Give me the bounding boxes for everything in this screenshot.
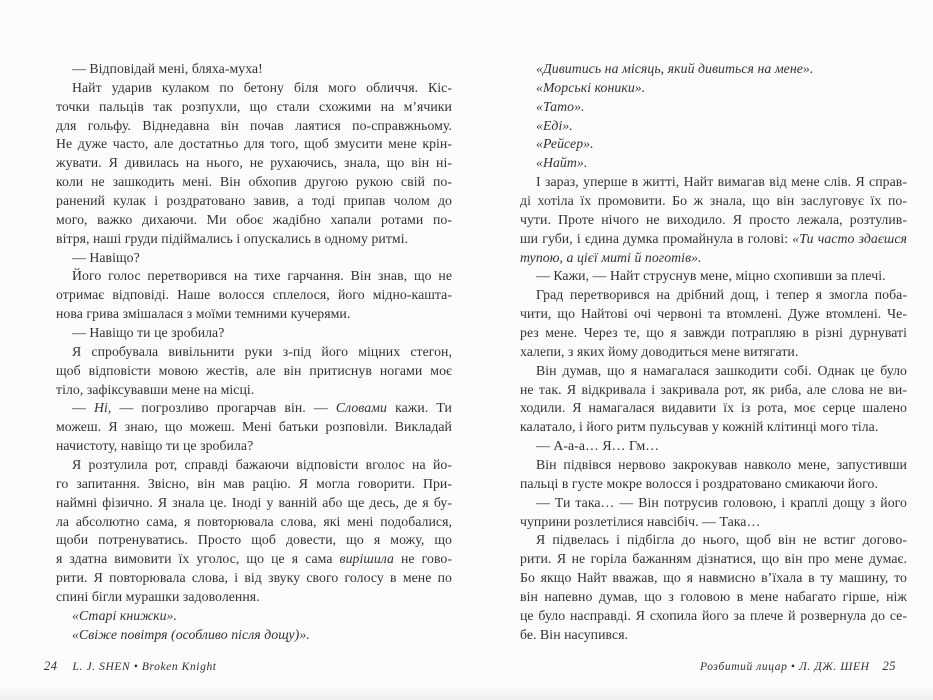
text-line: го запитання. Звісно, він мав рацію. Я могла говорити. При- [56, 475, 452, 491]
text-line: нова грива змішалася з моїми темними кучерями. [56, 306, 351, 322]
text-line: Не дуже часто, але достатньо для того, щоб змусити мене крін- [56, 136, 452, 152]
right-running-title: Розбитий лицар • Л. ДЖ. ШЕН [699, 661, 870, 673]
text-line: ши губи, і єдина думка промайнула в голові: «Ти часто здаєшся [520, 230, 907, 246]
text-line: «Свіже повітря (особливо після дощу)». [72, 626, 310, 642]
text-line: вітря, наші груди підіймались і опускались в одному ритмі. [56, 230, 409, 246]
text-line: Я розтулила рот, справді бажаючи відповісти вголос на йо- [72, 457, 452, 473]
text-line: Найт ударив кулаком по бетону біля мого обличчя. Кіс- [72, 79, 452, 95]
text-line: жувати. Я дивилась на нього, не рухаючись, знала, що він ні- [56, 155, 452, 171]
left-page-number: 24 [44, 659, 58, 673]
text-line: «Дивитись на місяць, який дивиться на мене». [536, 61, 814, 76]
text-line: пальці в густе мокре волосся і роздратовано смикаючи його. [520, 475, 878, 491]
text-line: можеш. Я знаю, що можеш. Мені батьки розповіли. Викладай [56, 419, 452, 435]
text-line: Я підвелась і підбігла до нього, щоб він не встиг догово- [536, 532, 907, 548]
text-line: щоби потренуватись. Просто щоб довести, що я можу, що [56, 532, 452, 548]
text-line: отримає відповіді. Наше волосся сплелося, його мідно-кашта- [56, 287, 452, 303]
text-line: «Рейсер». [536, 136, 594, 152]
text-line: ходили. Я намагалася видавити їх із рота, моє серце шалено [520, 400, 907, 416]
text-line: «Еді». [536, 117, 573, 133]
text-line: халепи, з яких йому доводиться мене витягати. [520, 343, 799, 359]
text-line: я здатна вимовити їх уголос, що це я сама вирішила не гово- [56, 551, 452, 567]
text-line: чити, що Найтові очі червоні та втомлені. Дуже втомлені. Че- [520, 306, 907, 322]
text-line: «Морські коники». [536, 79, 646, 95]
text-line: — Ти така… — Він потрусив головою, і краплі дощу з його [536, 494, 907, 510]
text-line: ла абсолютно сама, я повторювала слова, які мені подобалися, [56, 513, 452, 529]
text-line: для гольфу. Віднедавна він почав лаятися по-справжньому. [56, 117, 452, 133]
text-line: калатало, і його ритм пульсував у кожній клітинці мого тіла. [520, 419, 879, 435]
text-line: мого, важко дихаючи. Ми обоє жадібно хапали ротами по- [56, 211, 452, 227]
text-line: «Старі книжки». [72, 607, 177, 623]
text-line: — Ні, — погрозливо прогарчав він. — Словами кажи. Ти [72, 400, 452, 416]
text-line: рити. Я повторювала слова, і від звуку свого голосу в мене по [56, 570, 452, 586]
right-page-number: 25 [882, 659, 896, 673]
right-page-footer [700, 659, 896, 674]
text-line: — Відповідай мені, бляха-муха! [72, 61, 263, 76]
text-line: — А-а-а… Я… Гм… [536, 438, 660, 454]
text-line: — Навіщо ти це зробила? [72, 325, 225, 341]
text-line: — Навіщо? [72, 249, 140, 265]
text-line: «Найт». [536, 155, 588, 171]
text-line: рити. Я не горіла бажанням дізнатися, що він про мене думає. [520, 551, 907, 567]
text-line: тупою, а цієї миті й поготів». [520, 249, 702, 265]
left-running-title: L. J. SHEN • Broken Knight [72, 661, 217, 673]
text-line: ді хотіла їх промовити. Бо ж знала, що він заслуговує їх по- [520, 193, 907, 209]
text-line: ранений кулак і роздратовано завив, а тоді припав чолом до [56, 193, 452, 209]
text-line: він напевно думав, що з головою в мене набагато гірше, ніж [520, 589, 907, 605]
text-line: — Кажи, — Найт струснув мене, міцно схопивши за плечі. [536, 268, 886, 284]
text-line: точки пальців так розпухли, що стали схожими на м’ячики [56, 98, 452, 114]
text-line: чути. Проте нічого не виходило. Я просто лежала, розтулив- [520, 211, 907, 227]
text-line: «Тато». [536, 98, 585, 114]
left-page-text [56, 60, 452, 645]
text-line: Я спробувала вивільнити руки з-під його міцних стегон, [72, 343, 452, 359]
text-line: рез мене. Через те, що я завжди потрапляю в різні дурнуваті [520, 325, 907, 341]
text-line: це було насправді. Я схопила його за плече й розвернула до се- [520, 607, 907, 623]
text-line: начистоту, навіщо ти це зробила? [56, 438, 254, 454]
text-line: наймні фізично. Я знала це. Іноді у ванній або ще десь, де я бу- [56, 494, 452, 510]
text-line: спині бігли мурашки задоволення. [56, 589, 260, 605]
text-line: бе. Він насупився. [520, 626, 629, 642]
right-page-text [520, 60, 907, 645]
text-line: щоб відповісти мовою жестів, але він притиснув ногами моє [56, 362, 452, 378]
text-line: Він підвівся нервово закрокував навколо мене, запустивши [536, 457, 907, 473]
text-line: Град перетворився на дрібний дощ, і тепер я змогла поба- [536, 287, 907, 303]
text-line: коли не зашкодить мені. Він обхопив другою рукою свій по- [56, 174, 452, 190]
text-line: Бо якщо Найт вважав, що я навмисно в’їхала в ту машину, то [520, 570, 907, 586]
text-line: Його голос перетворився на тихе гарчання. Він знав, що не [72, 268, 452, 284]
text-line: І зараз, уперше в житті, Найт вимагав від мене слів. Я справ- [536, 174, 907, 190]
text-line: Він думав, що я намагалася зашкодити собі. Однак це було [536, 362, 907, 378]
text-line: чуприни розлетілися навсібіч. — Така… [520, 513, 761, 529]
left-page-footer [44, 659, 217, 674]
text-line: тіло, зафіксувавши мене на місці. [56, 381, 255, 397]
text-line: не так. Я відкривала і закривала рот, як риба, але слова не ви- [520, 381, 907, 397]
